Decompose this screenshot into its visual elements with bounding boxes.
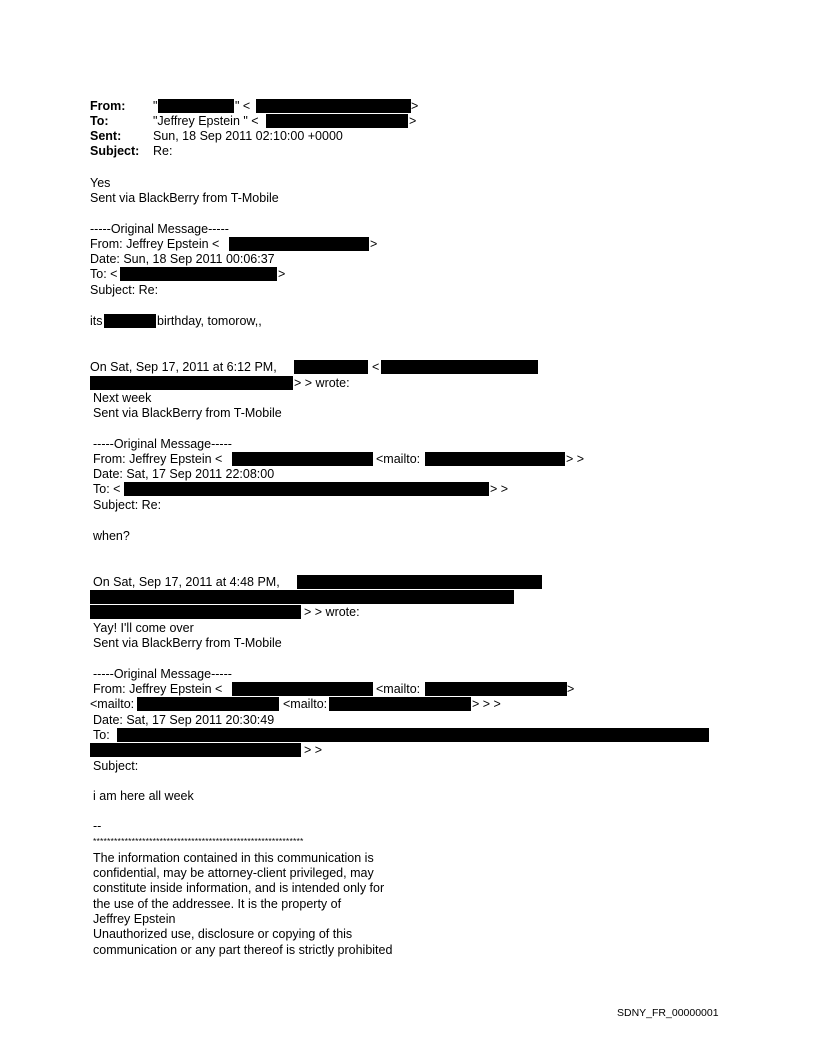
mailto: <mailto: (90, 697, 135, 711)
signature-dashes: -- (93, 819, 102, 833)
quote-attribution: On Sat, Sep 17, 2011 at 6:12 PM, (90, 360, 277, 374)
redaction-bar (124, 482, 489, 496)
orig-to-close: > > (490, 482, 509, 496)
body-line: Sent via BlackBerry from T-Mobile (93, 406, 282, 420)
redaction-bar (256, 99, 411, 113)
mailto-close: > > > (472, 697, 501, 711)
orig-from: From: Jeffrey Epstein < (93, 682, 223, 696)
redaction-bar (381, 360, 538, 374)
body-line: Sent via BlackBerry from T-Mobile (93, 636, 282, 650)
redaction-bar (294, 360, 368, 374)
redaction-bar (104, 314, 156, 328)
mailto: <mailto: (283, 697, 328, 711)
orig-to-close: > (278, 267, 286, 281)
redaction-bar (425, 452, 565, 466)
orig-from: From: Jeffrey Epstein < (90, 237, 220, 251)
redaction-bar (232, 682, 373, 696)
redaction-bar (90, 376, 293, 390)
body-rest: birthday, tomorow,, (157, 314, 262, 328)
from-label: From: (90, 99, 126, 113)
orig-to-close: > > (304, 743, 323, 757)
redaction-bar (329, 697, 471, 711)
orig-date: Date: Sat, 17 Sep 2011 22:08:00 (93, 467, 275, 481)
disclaimer-line: Jeffrey Epstein (93, 912, 176, 926)
bates-number: SDNY_FR_00000001 (617, 1007, 719, 1019)
sent-value: Sun, 18 Sep 2011 02:10:00 +0000 (153, 129, 343, 143)
body-line: when? (93, 529, 130, 543)
stars-divider: ************************************************************ (93, 836, 304, 846)
orig-date: Date: Sat, 17 Sep 2011 20:30:49 (93, 713, 275, 727)
redaction-bar (137, 697, 279, 711)
disclaimer-line: the use of the addressee. It is the property of (93, 897, 342, 911)
body-line: Sent via BlackBerry from T-Mobile (90, 191, 279, 205)
quote-wrote: > > wrote: (294, 376, 350, 390)
orig-subject: Subject: Re: (93, 498, 162, 512)
orig-from-close: > > (566, 452, 585, 466)
disclaimer-line: confidential, may be attorney-client privileged, may (93, 866, 374, 880)
redaction-bar (117, 728, 709, 742)
quote-lt: < (372, 360, 380, 374)
disclaimer-line: Unauthorized use, disclosure or copying of this (93, 927, 353, 941)
original-message-divider: -----Original Message----- (90, 222, 229, 236)
orig-date: Date: Sun, 18 Sep 2011 00:06:37 (90, 252, 275, 266)
body-line: Yay! I'll come over (93, 621, 194, 635)
body-line: i am here all week (93, 789, 194, 803)
redaction-bar (158, 99, 234, 113)
orig-from-close: > (567, 682, 575, 696)
body-line: Yes (90, 176, 111, 190)
redaction-bar (425, 682, 567, 696)
orig-to: To: < (93, 482, 121, 496)
mailto: <mailto: (376, 682, 421, 696)
subject-value: Re: (153, 144, 173, 158)
subject-label: Subject: (90, 144, 140, 158)
quote-attribution: On Sat, Sep 17, 2011 at 4:48 PM, (93, 575, 280, 589)
redaction-bar (297, 575, 542, 589)
from-value-mid: " < (235, 99, 251, 113)
to-value-close: > (409, 114, 417, 128)
redaction-bar (232, 452, 373, 466)
orig-from: From: Jeffrey Epstein < (93, 452, 223, 466)
original-message-divider: -----Original Message----- (93, 437, 232, 451)
from-value-quote: " (153, 99, 158, 113)
body-its: its (90, 314, 103, 328)
redaction-bar (90, 743, 301, 757)
redaction-bar (90, 605, 301, 619)
redaction-bar (266, 114, 408, 128)
mailto: <mailto: (376, 452, 421, 466)
disclaimer-line: The information contained in this communication is (93, 851, 374, 865)
orig-to-label: To: (93, 728, 110, 742)
orig-subject: Subject: (93, 759, 139, 773)
orig-to: To: < (90, 267, 118, 281)
sent-label: Sent: (90, 129, 122, 143)
disclaimer-line: communication or any part thereof is strictly prohibited (93, 943, 393, 957)
to-label: To: (90, 114, 109, 128)
to-value: "Jeffrey Epstein " < (153, 114, 259, 128)
disclaimer-line: constitute inside information, and is intended only for (93, 881, 385, 895)
orig-subject: Subject: Re: (90, 283, 159, 297)
redaction-bar (229, 237, 369, 251)
original-message-divider: -----Original Message----- (93, 667, 232, 681)
from-value-close: > (411, 99, 419, 113)
body-line: Next week (93, 391, 152, 405)
redaction-bar (90, 590, 514, 604)
orig-from-close: > (370, 237, 378, 251)
redaction-bar (120, 267, 277, 281)
quote-wrote: > > wrote: (304, 605, 360, 619)
